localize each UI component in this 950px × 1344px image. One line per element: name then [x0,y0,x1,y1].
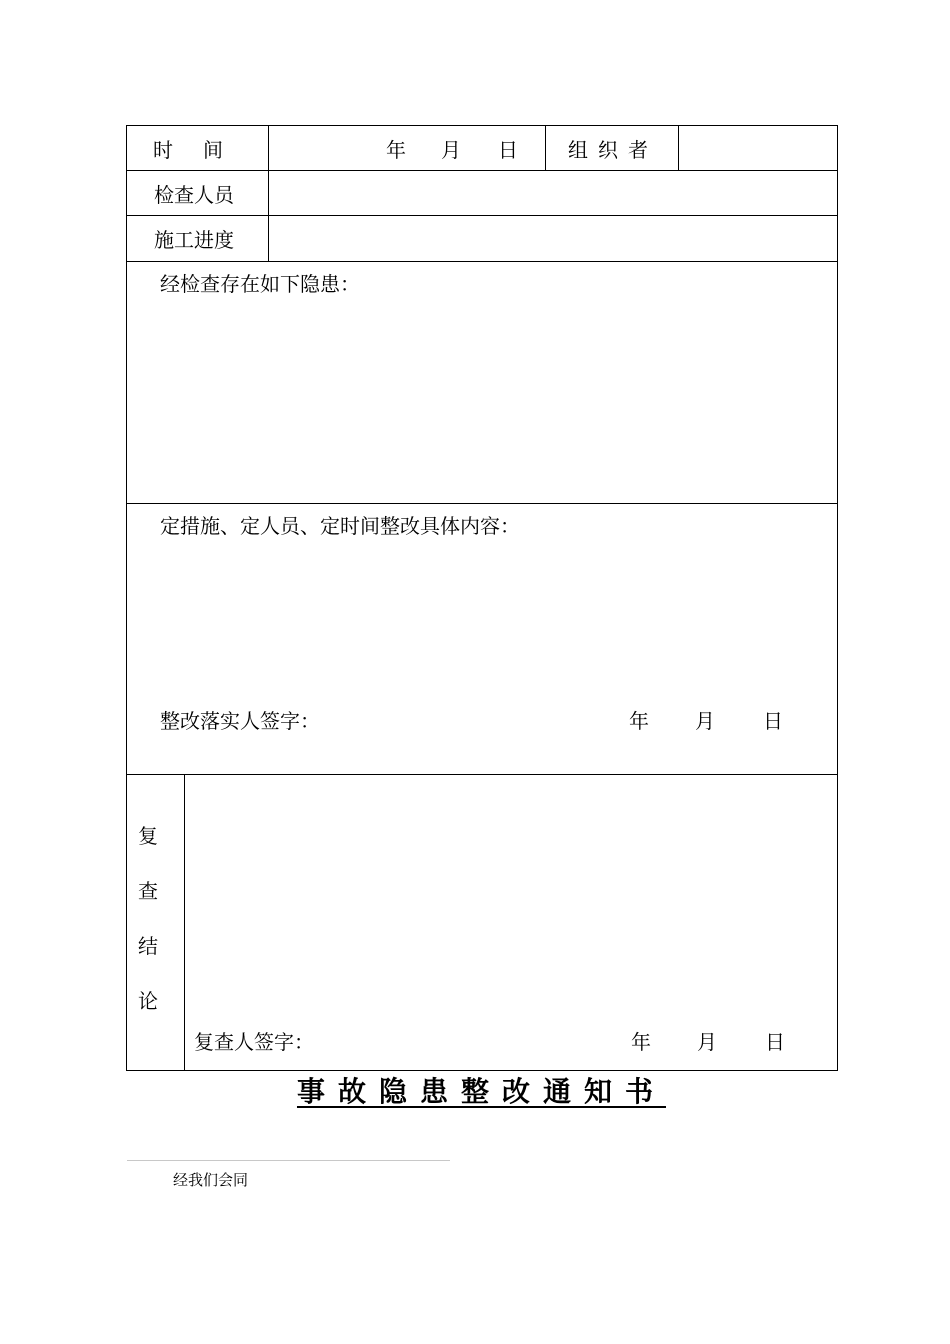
document-title [0,1075,950,1109]
footnote-separator [127,1160,450,1161]
review-label-char-1: 复 [138,824,158,848]
inspectors-label: 检查人员 [154,183,234,207]
footnote-text: 经我们会同 [173,1171,249,1189]
row-divider-5 [126,774,838,775]
table-border-bottom [126,1070,838,1071]
document-title-text: 事故隐患整改通知书 [296,1075,666,1108]
implementer-sign-label: 整改落实人签字： [160,709,320,733]
hazards-label: 经检查存在如下隐患： [160,272,360,296]
table-border-left [126,125,127,1071]
review-conclusion-field[interactable] [186,776,836,1016]
table-border-right [837,125,838,1071]
label-column-divider [268,125,269,261]
inspectors-field[interactable] [270,172,836,214]
organizer-field[interactable] [680,127,836,169]
date-organizer-divider [545,125,546,170]
time-label: 时间 [153,138,253,162]
implementer-date-year: 年 [629,709,649,733]
progress-field[interactable] [270,217,836,260]
implementer-date-month: 月 [695,709,715,733]
row-divider-4 [126,503,838,504]
reviewer-date [631,1030,791,1054]
hazards-field[interactable] [128,300,836,500]
reviewer-date-day: 日 [765,1030,785,1054]
implementer-date [629,709,789,733]
table-border-top [126,125,838,126]
review-column-divider [184,774,185,1070]
row-divider-1 [126,170,838,171]
date-year: 年 [386,138,406,162]
measures-label: 定措施、定人员、定时间整改具体内容： [160,514,520,538]
review-conclusion-label [136,824,160,1044]
date-day: 日 [498,138,518,162]
date-month: 月 [441,138,461,162]
row-divider-2 [126,215,838,216]
reviewer-sign-label: 复查人签字： [194,1030,314,1054]
row-divider-3 [126,261,838,262]
organizer-value-divider [678,125,679,170]
implementer-date-day: 日 [763,709,783,733]
organizer-label: 组织者 [568,138,658,162]
review-label-char-3: 结 [138,934,158,958]
measures-field[interactable] [128,542,836,692]
progress-label: 施工进度 [154,228,234,252]
review-label-char-4: 论 [138,989,158,1013]
review-label-char-2: 查 [138,879,158,903]
reviewer-date-month: 月 [697,1030,717,1054]
reviewer-date-year: 年 [631,1030,651,1054]
meeting-date [386,138,526,162]
